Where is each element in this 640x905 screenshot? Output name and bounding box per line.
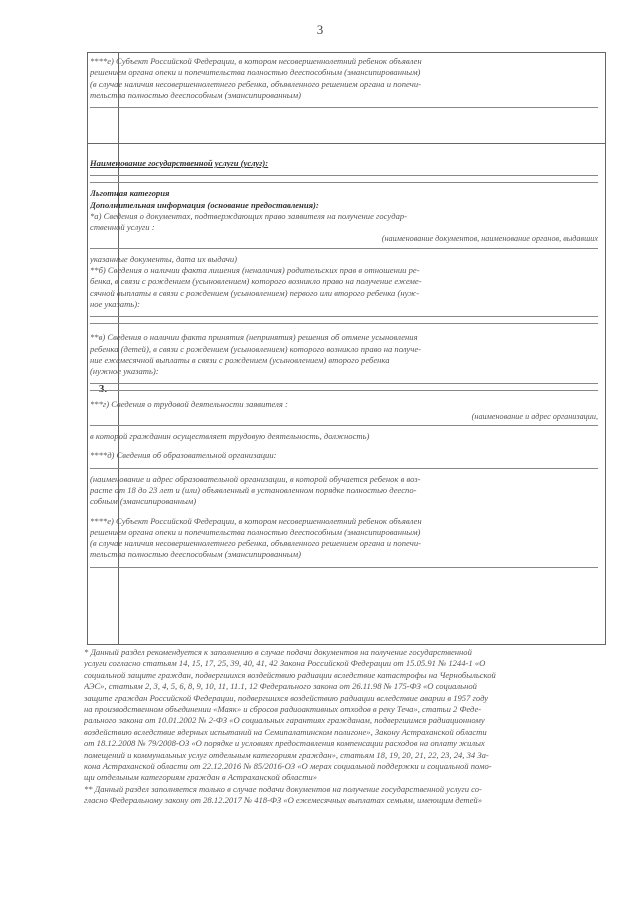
text-line: тельства полностью дееспособным (эмансипированным) (90, 549, 301, 560)
caption: расте от 18 до 23 лет и (или) объявленный в установленном порядке полностью дееспо- (90, 484, 417, 495)
footnote-line: услуги согласно статьям 14, 15, 17, 25, 39, 40, 41, 42 Закона Российской Федерации от 15.05.91 № 1244-1 «О (84, 658, 486, 669)
footnote-line: щи отдельным категориям граждан в Астраханской области» (84, 772, 318, 783)
caption: (наименование и адрес образовательной организации, в которой обучается ребенок в воз- (90, 473, 421, 484)
page-number: 3 (316, 22, 324, 37)
fill-line[interactable] (90, 468, 598, 469)
text-line: сячной выплаты в связи с рождением (усыновлением) первого или второго ребенка (нуж- (90, 287, 420, 298)
footnote-line: воздействию вследствие ядерных испытаний на Семипалатинском полигоне», Закону Астраханской области (84, 726, 487, 737)
caption: указанные документы, дата их выдачи) (90, 253, 238, 264)
row-number: 3. (98, 383, 108, 395)
text-line: тельства полностью дееспособным (эмансипированным) (90, 89, 301, 100)
footnote-line: рального закона от 10.01.2002 № 2-ФЗ «О социальных гарантиях гражданам, подвергшимся радиационному (84, 715, 485, 726)
additional-info-label: Дополнительная информация (основание предоставления): (90, 199, 319, 210)
category-label: Льготная категория (90, 188, 170, 199)
footnote-line: * Данный раздел рекомендуется к заполнению в случае подачи документов на получение государственной (84, 647, 472, 657)
text-line: *а) Сведения о документах, подтверждающих право заявителя на получение государ- (90, 210, 408, 221)
fill-line[interactable] (90, 425, 598, 426)
footnote-line: на производственном объединении «Маяк» и сбросов радиоактивных отходов в реку Теча», статьи 2 Феде- (84, 704, 482, 715)
top-row-block (90, 56, 598, 113)
footnote-line: кона Астраханской области от 22.12.2016 № 85/2016-ОЗ «О мерах социальной поддержки и социальной помо- (84, 761, 492, 772)
fill-line[interactable] (90, 323, 598, 324)
table-row-divider (88, 143, 605, 144)
fill-line[interactable] (90, 107, 598, 108)
caption: собным (эмансипированным) (90, 496, 197, 507)
fill-line[interactable] (90, 567, 598, 568)
fill-line[interactable] (90, 316, 598, 317)
fill-line[interactable] (90, 390, 598, 391)
text-line: **в) Сведения о наличии факта принятия (непринятия) решения об отмене усыновления (90, 332, 418, 343)
fill-line[interactable] (90, 175, 598, 176)
caption: (наименование и адрес организации, (471, 411, 598, 421)
text-line: **б) Сведения о наличии факта лишения (неналичия) родительских прав в отношении ре- (90, 265, 420, 276)
section-3-block (90, 158, 598, 573)
text-line: (нужное указать): (90, 366, 159, 377)
footnote-line: от 18.12.2008 № 79/2008-ОЗ «О порядке и условиях предоставления компенсации расходов на оплату жилых (84, 738, 485, 749)
text-line: ***г) Сведения о трудовой деятельности заявителя : (90, 399, 288, 410)
fill-line[interactable] (90, 383, 598, 384)
text-line: (в случае наличия несовершеннолетнего ребенка, объявленного решением органа и попечи- (90, 78, 421, 89)
text-line: ственной услуги : (90, 222, 155, 233)
text-line: ****е) Субъект Российской Федерации, в котором несовершеннолетний ребенок объявлен (90, 515, 422, 526)
footnote-line: защите граждан Российской Федерации, подвергшихся воздействию радиации вследствие аварии в 1957 году (84, 692, 489, 703)
text-line: бенка, в связи с рождением (усыновлением) которого возникло право на получение ежеме- (90, 276, 422, 287)
footnote-line: АЭС», статьям 2, 3, 4, 5, 6, 8, 9, 10, 11, 11.1, 12 Федерального закона от 26.11.98 № 175-ФЗ «О социальной (84, 681, 477, 692)
text-line: решением органа опеки и попечительства полностью дееспособным (эмансипированным) (90, 67, 421, 78)
footnotes (84, 647, 608, 807)
text-line: ние ежемесячной выплаты в связи с рождением (усыновлением) второго ребенка (90, 354, 390, 365)
text-line: (в случае наличия несовершеннолетнего ребенка, объявленного решением органа и попечи- (90, 538, 421, 549)
text-line: ****д) Сведения об образовательной организации: (90, 450, 277, 461)
text-line: ное указать): (90, 298, 140, 309)
text-line: ****е) Субъект Российской Федерации, в котором несовершеннолетний ребенок объявлен (90, 56, 422, 66)
service-name-label: Наименование государственной услуги (услуг): (90, 158, 269, 168)
footnote-line: социальной защите граждан, подвергшихся воздействию радиации вследствие катастрофы на Чернобыльской (84, 669, 496, 680)
caption: (наименование документов, наименование органов, выдавших (381, 234, 598, 244)
footnote-line: помещений и коммунальных услуг отдельным категориям граждан», статьям 18, 19, 20, 21, 22, 23, 24, 34 За- (84, 749, 489, 760)
fill-line[interactable] (90, 182, 598, 183)
text-line: ребенка (детей), в связи с рождением (усыновлением) которого возникло право на получе- (90, 343, 422, 354)
footnote-line: ** Данный раздел заполняется только в случае подачи документов на получение государственной услуги со- (84, 783, 482, 794)
fill-line[interactable] (90, 248, 598, 249)
footnote-line: гласно Федеральному закону от 28.12.2017 № 418-ФЗ «О ежемесячных выплатах семьям, имеющим детей» (84, 795, 483, 806)
text-line: решением органа опеки и попечительства полностью дееспособным (эмансипированным) (90, 526, 421, 537)
caption: в которой гражданин осуществляет трудовую деятельность, должность) (90, 431, 370, 442)
